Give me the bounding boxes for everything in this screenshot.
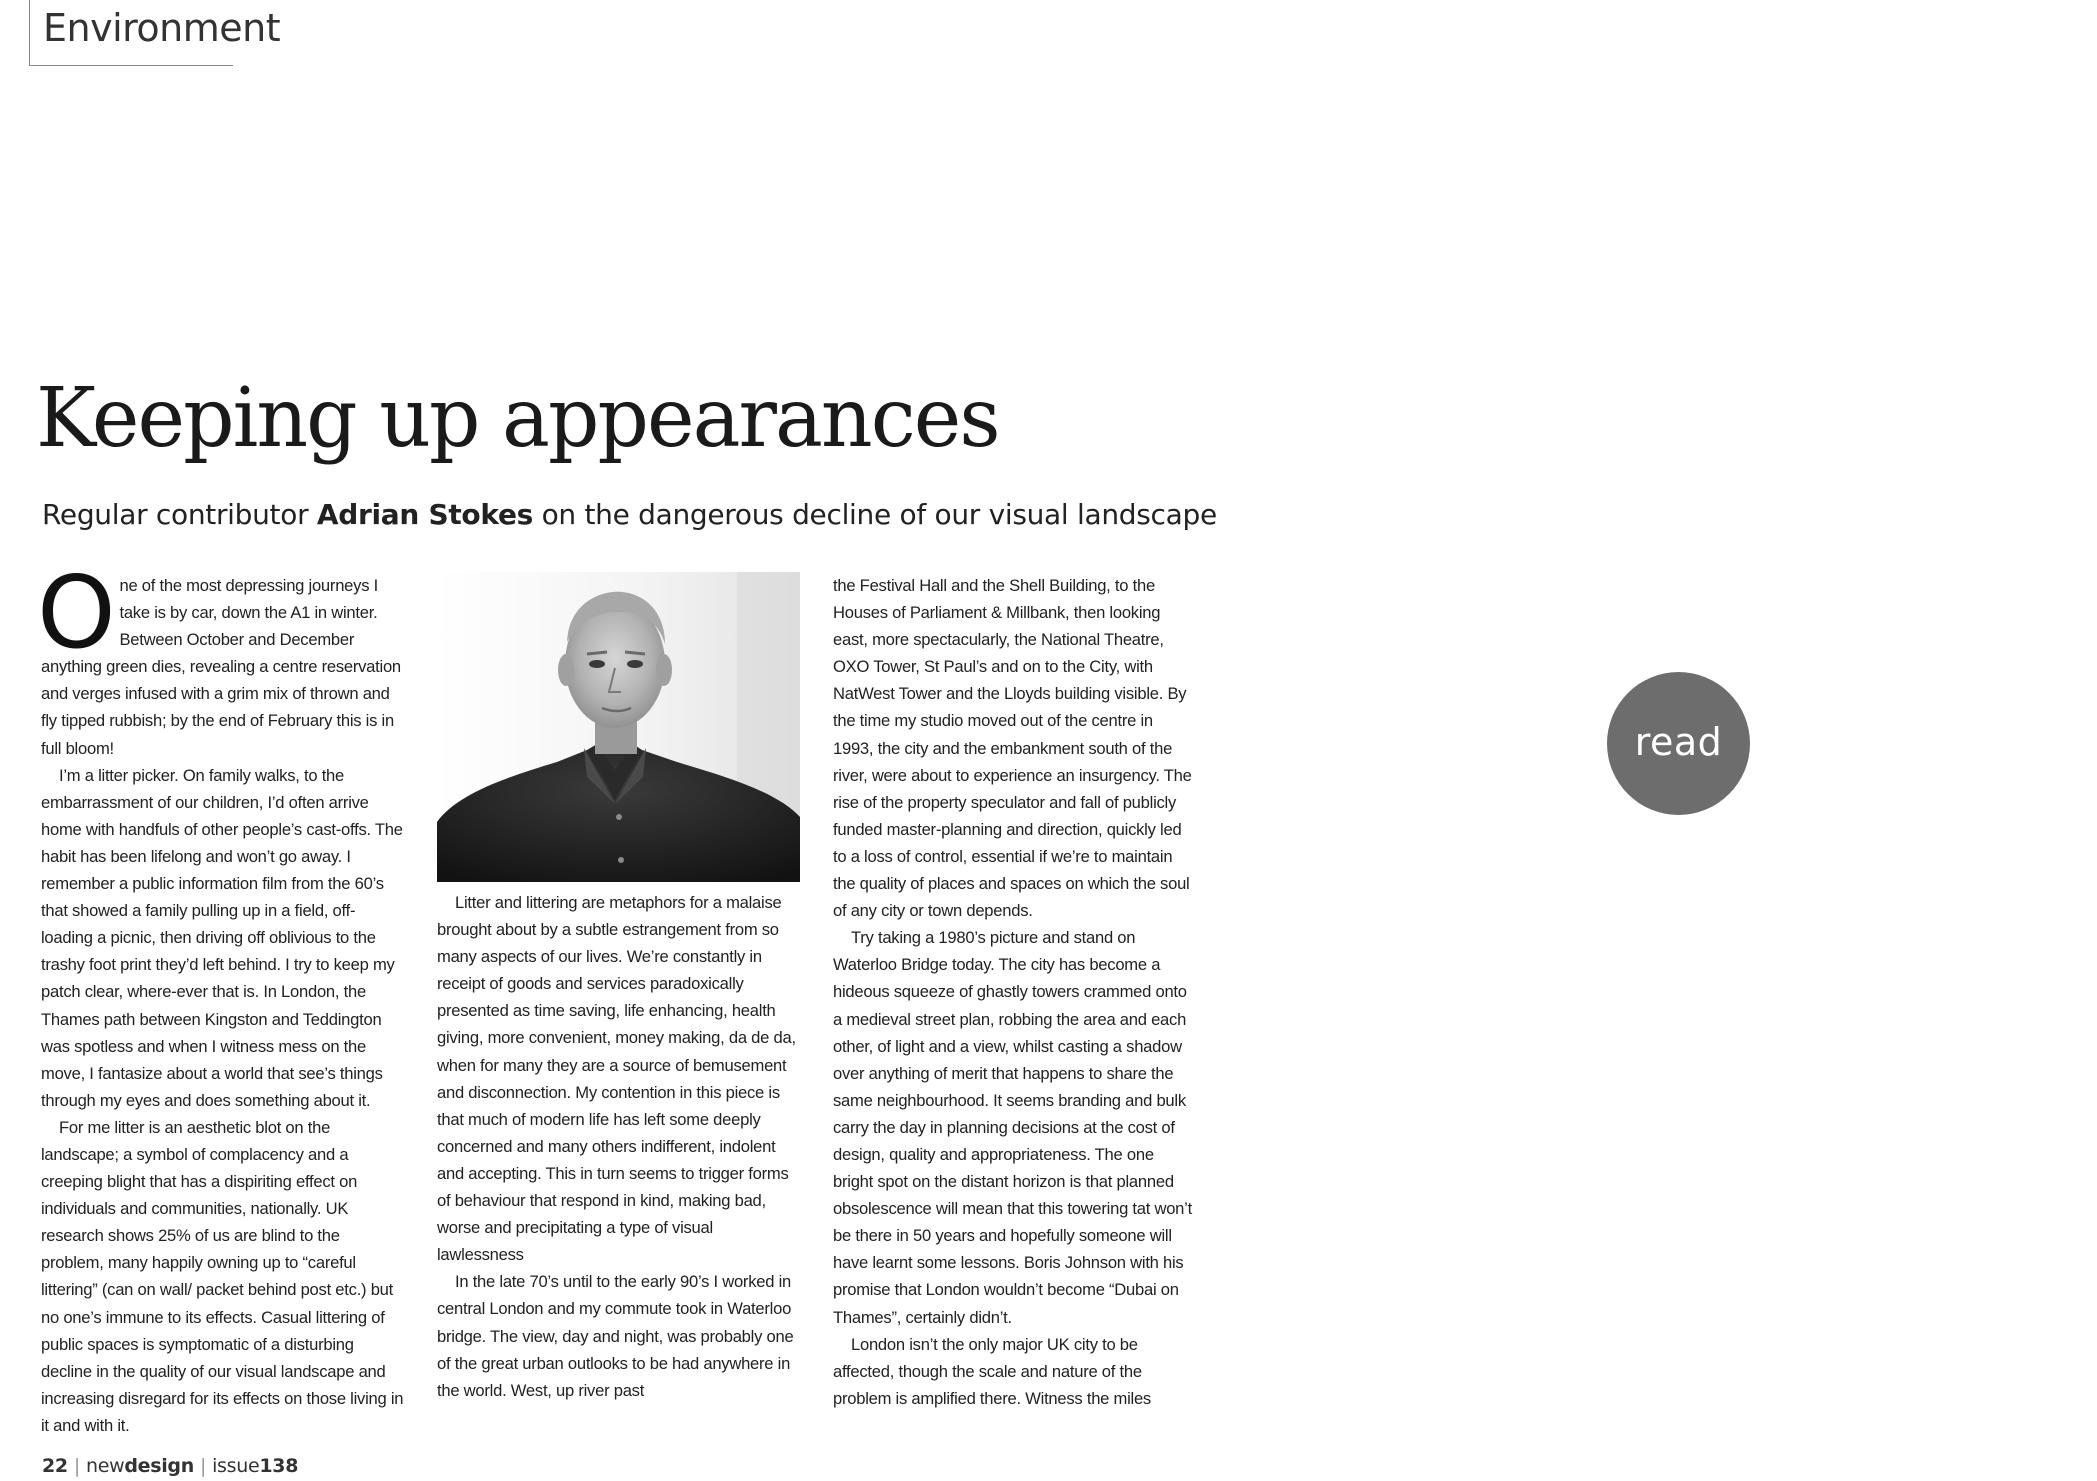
page-number: 22 <box>42 1455 68 1477</box>
article-paragraph: In the late 70’s until to the early 90’s I worked in central London and my commute took in Waterloo bridge. The view, day and night, was probably one of the great urban outlooks to be had anywhere in the world. West, up river past <box>437 1272 794 1400</box>
footer-separator: | <box>199 1455 207 1477</box>
page-footer <box>42 1457 298 1476</box>
article-column-1 <box>37 554 404 1439</box>
article-paragraph <box>37 554 404 762</box>
issue-label: issue <box>212 1455 260 1477</box>
article-standfirst <box>42 498 1217 531</box>
read-button[interactable] <box>1607 672 1750 815</box>
article-paragraph: Litter and littering are metaphors for a malaise brought about by a subtle estrangement from so many aspects of our lives. We’re constantly in receipt of goods and services paradoxically presented as time saving, life enhancing, health giving, more convenient, money making, da de da, when for many they are a source of bemusement and disconnection. My contention in this piece is that much of modern life has left some deeply concerned and many others indifferent, indolent and accepting. This in turn seems to trigger forms of behaviour that respond in kind, making bad, worse and precipitating a type of visual lawlessness <box>437 893 796 1265</box>
author-name: Adrian Stokes <box>316 498 533 531</box>
standfirst-lead: Regular contributor <box>42 498 317 531</box>
article-paragraph: Try taking a 1980’s picture and stand on Waterloo Bridge today. The city has become a hideous squeeze of ghastly towers crammed onto a medieval street plan, robbing the area and each other, of light and a view, whilst casting a shadow over anything of merit that happens to share the same neighbourhood. It seems branding and bulk carry the day in planning decisions at the cost of design, quality and appropriateness. The one bright spot on the distant horizon is that planned obsolescence will mean that this towering tat won’t be there in 50 years and hopefully someone will have learnt some lessons. Boris Johnson with his promise that London wouldn’t become “Dubai on Thames”, certainly didn’t. <box>833 928 1192 1327</box>
magazine-name-light: new <box>85 1455 125 1477</box>
article-paragraph: For me litter is an aesthetic blot on the landscape; a symbol of complacency and a creeping blight that has a dispiriting effect on individuals and communities, nationally. UK research shows 25% of us are blind to the problem, many happily owning up to “careful littering” (can on wall/ packet behind post etc.) but no one’s immune to its effects. Casual littering of public spaces is symptomatic of a disturbing decline in the quality of our visual landscape and increasing disregard for its effects on those living in it and with it. <box>41 1117 404 1435</box>
magazine-name-bold: design <box>124 1455 194 1477</box>
section-label: Environment <box>43 6 281 50</box>
footer-separator: | <box>73 1455 80 1477</box>
article-headline: Keeping up appearances <box>36 371 999 466</box>
article-paragraph: London isn’t the only major UK city to be affected, though the scale and nature of the problem is amplified there. Witness the miles <box>833 1334 1151 1408</box>
article-column-2 <box>437 572 801 1404</box>
standfirst-tail: on the dangerous decline of our visual landscape <box>533 498 1217 531</box>
section-tab <box>29 0 281 66</box>
article-paragraph: the Festival Hall and the Shell Building, to the Houses of Parliament & Millbank, then looking east, more spectacularly, the National Theatre, OXO Tower, St Paul’s and on to the City, with NatWest Tower and the Lloyds building visible. By the time my studio moved out of the centre in 1993, the city and the embankment south of the river, were about to experience an insurgency. The rise of the property speculator and fall of publicly funded master-planning and direction, quickly led to a loss of control, essential if we’re to maintain the quality of places and spaces on which the soul of any city or town depends. <box>833 576 1192 921</box>
author-portrait-photo <box>437 572 800 882</box>
paragraph-text: ne of the most depressing journeys I take is by car, down the A1 in winter. Between October and December anything green dies, revealing a centre reservation and verges infused with a grim mix of thrown and fly tipped rubbish; by the end of February this is in full bloom! <box>41 576 401 758</box>
article-column-3 <box>833 572 1197 1412</box>
article-paragraph: I’m a litter picker. On family walks, to the embarrassment of our children, I’d often arrive home with handfuls of other people’s cast-offs. The habit has been lifelong and won’t go away. I remember a public information film from the 60’s that showed a family pulling up in a field, off-loading a picnic, then driving off oblivious to the trashy foot print they’d left behind. I try to keep my patch clear, where-ever that is. In London, the Thames path between Kingston and Teddington was spotless and when I witness mess on the move, I fantasize about a world that see’s things through my eyes and does something about it. <box>41 765 403 1110</box>
drop-cap: O <box>37 554 116 671</box>
read-button-label: read <box>1634 719 1723 764</box>
issue-number: 138 <box>259 1455 299 1477</box>
